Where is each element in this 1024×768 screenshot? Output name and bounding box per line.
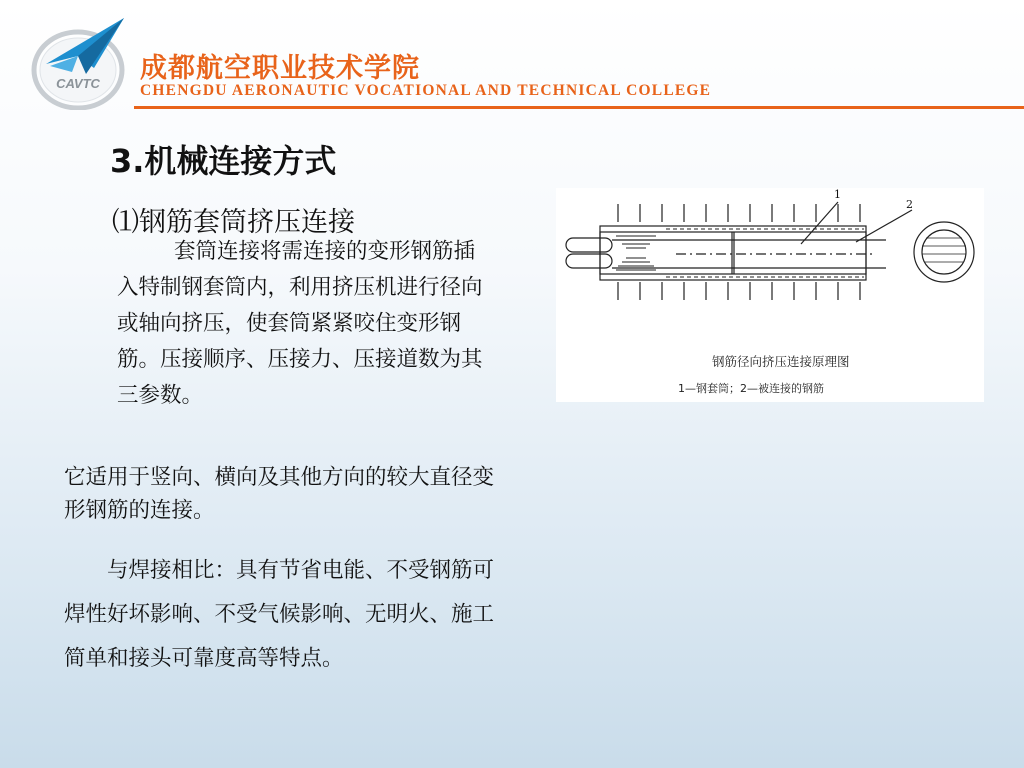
label-rebar: 2 xyxy=(906,198,913,211)
paragraph-description: 套筒连接将需连接的变形钢筋插入特制钢套筒内，利用挤压机进行径向或轴向挤压，使套筒紧紧咬住变形钢筋。压接顺序、压接力、压接道数为其三参数。 xyxy=(117,239,483,408)
paragraph-advantages: 与焊接相比：具有节省电能、不受钢筋可焊性好坏影响、不受气候影响、无明火、施工简单和接头可靠度高等特点。 xyxy=(64,558,495,671)
figure-legend: 1—钢套筒；2—被连接的钢筋 xyxy=(678,382,824,395)
section-subtitle: ⑴钢筋套筒挤压连接 xyxy=(112,207,355,238)
bottom-arrows xyxy=(618,282,860,300)
slide-title: 3.机械连接方式 xyxy=(110,142,337,180)
header xyxy=(0,0,1024,120)
college-logo xyxy=(28,14,132,110)
top-arrows xyxy=(618,204,860,222)
figure-caption: 钢筋径向挤压连接原理图 xyxy=(712,354,850,369)
label-sleeve: 1 xyxy=(834,188,841,201)
school-name-en: CHENGDU AERONAUTIC VOCATIONAL AND TECHNICAL COLLEGE xyxy=(140,82,712,99)
paragraph-application: 它适用于竖向、横向及其他方向的较大直径变形钢筋的连接。 xyxy=(64,465,495,523)
school-name-cn: 成都航空职业技术学院 xyxy=(140,53,420,84)
logo-text: CAVTC xyxy=(56,76,100,91)
header-divider xyxy=(134,106,1024,109)
extrusion-diagram xyxy=(556,188,984,402)
